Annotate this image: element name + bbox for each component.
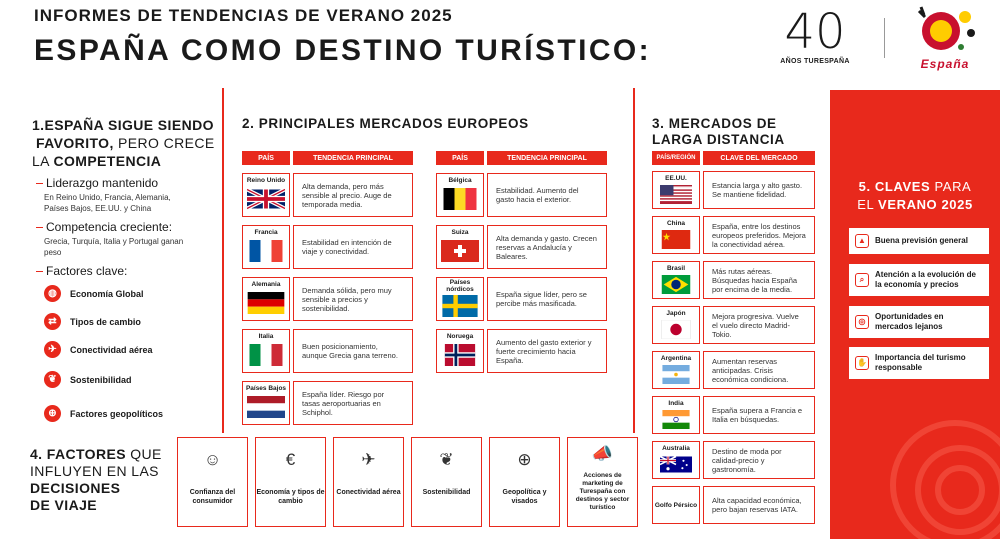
coin-icon: € <box>285 450 296 469</box>
col-country-header: PAÍS <box>242 151 290 165</box>
anniversary-caption: AÑOS TURESPAÑA <box>780 58 850 65</box>
table-row: Países nórdicos España sigue líder, pero se percibe más masificada. <box>436 277 607 321</box>
header-divider <box>884 18 885 58</box>
key-item: ⌕ Atención a la evolución de la economía y precios <box>849 264 989 296</box>
table-row: Golfo Pérsico Alta capacidad económica, pero bajan reservas IATA. <box>652 486 815 524</box>
europe-table-right <box>436 151 607 373</box>
decision-factor-card: ✈ Conectividad aérea <box>333 437 404 527</box>
table-row: Reino Unido Alta demanda, pero más sensible al precio. Auge de temporada media. <box>242 173 413 217</box>
table-row: India España supera a Francia e Italia en búsquedas. <box>652 396 815 434</box>
table-row: Países Bajos España líder. Riesgo por tasas aeroportuarias en Schiphol. <box>242 381 413 425</box>
espana-logo <box>905 3 985 77</box>
leaf-icon: ❦ <box>44 371 61 388</box>
table-row: Francia Estabilidad en intención de viaje y conectividad. <box>242 225 413 269</box>
col-trend-header: TENDENCIA PRINCIPAL <box>293 151 413 165</box>
uk-flag-icon <box>247 188 285 210</box>
germany-flag-icon <box>247 292 285 314</box>
plane-icon: ✈ <box>44 341 61 358</box>
section1-title: 1.ESPAÑA SIGUE SIENDO FAVORITO, PERO CRECE LA COMPETENCIA <box>32 117 215 169</box>
china-flag-icon <box>660 230 692 249</box>
factor-item: ❦ Sostenibilidad <box>44 371 132 388</box>
belgium-flag-icon <box>441 188 479 210</box>
anniversary-number: 40 <box>784 4 846 60</box>
decision-factor-card: ☺ Confianza del consumidor <box>177 437 248 527</box>
factor-item: ⇄ Tipos de cambio <box>44 313 141 330</box>
table-row: Suiza Alta demanda y gasto. Crecen reservas a Andalucía y Baleares. <box>436 225 607 269</box>
leadership-text: En Reino Unido, Francia, Alemania, Países Bajos, EE.UU. y China <box>44 193 171 213</box>
table-row: Argentina Aumentan reservas anticipadas. Crisis económica condiciona. <box>652 351 815 389</box>
divider-2 <box>633 88 635 433</box>
megaphone-icon: 📣 <box>591 444 614 463</box>
long-distance-rows <box>652 171 815 524</box>
australia-flag-icon <box>660 455 692 474</box>
divider-1 <box>222 88 224 433</box>
table-row: Noruega Aumento del gasto exterior y fuerte crecimiento hacia España. <box>436 329 607 373</box>
globe-icon: ⊕ <box>517 450 532 469</box>
plant-icon: ❦ <box>439 450 454 469</box>
decision-factor-card: € Economía y tipos de cambio <box>255 437 326 527</box>
factor-item: ✈ Conectividad aérea <box>44 341 153 358</box>
section5-title: 5. CLAVES PARA EL VERANO 2025 <box>857 179 973 212</box>
key-item: ✋ Importancia del turismo responsable <box>849 347 989 379</box>
table-row: Japón Mejora progresiva. Vuelve el vuelo directo Madrid-Tokio. <box>652 306 815 344</box>
chart-icon: ▲ <box>855 234 869 248</box>
handshake-icon: ✋ <box>855 356 869 370</box>
italy-flag-icon <box>247 344 285 366</box>
logo-word: España <box>920 57 970 71</box>
magnifier-icon: ⌕ <box>855 273 869 287</box>
decision-factor-card: ⊕ Geopolítica y visados <box>489 437 560 527</box>
norway-flag-icon <box>441 344 479 366</box>
decision-factor-card: ❦ Sostenibilidad <box>411 437 482 527</box>
exchange-icon: ⇄ <box>44 313 61 330</box>
table-row: Bélgica Estabilidad. Aumento del gasto hacia el exterior. <box>436 173 607 217</box>
factor-item: ⊕ Factores geopolíticos <box>44 405 163 422</box>
section2-title: 2. PRINCIPALES MERCADOS EUROPEOS <box>242 116 529 131</box>
argentina-flag-icon <box>660 365 692 384</box>
key-item: ▲ Buena previsión general <box>849 228 989 254</box>
competition-heading: Competencia creciente: <box>36 220 172 234</box>
usa-flag-icon <box>660 185 692 204</box>
japan-flag-icon <box>660 320 692 339</box>
section3-title: 3. MERCADOS DE LARGA DISTANCIA <box>652 116 785 147</box>
factor-item: ◍ Economía Global <box>44 285 144 302</box>
col-trend-header: TENDENCIA PRINCIPAL <box>487 151 607 165</box>
table-row: Brasil Más rutas aéreas. Búsquedas hacia España por encima de la media. <box>652 261 815 299</box>
competition-text: Grecia, Turquía, Italia y Portugal ganan peso <box>44 237 184 257</box>
report-supertitle: INFORMES DE TENDENCIAS DE VERANO 2025 <box>34 6 453 25</box>
switzerland-flag-icon <box>441 240 479 262</box>
france-flag-icon <box>247 240 285 262</box>
india-flag-icon <box>660 410 692 429</box>
brazil-flag-icon <box>660 275 692 294</box>
table-row: Italia Buen posicionamiento, aunque Grecia gana terreno. <box>242 329 413 373</box>
globe-icon: ◍ <box>44 285 61 302</box>
world-icon: ⊕ <box>44 405 61 422</box>
table-row: Alemania Demanda sólida, pero muy sensible a precios y sostenibilidad. <box>242 277 413 321</box>
col-region-header: PAÍS/REGIÓN <box>652 151 700 165</box>
table-row: Australia Destino de moda por calidad-precio y gastronomía. <box>652 441 815 479</box>
turespana-40-logo <box>770 6 860 65</box>
key-factors-heading: Factores clave: <box>36 264 127 278</box>
section4-title: 4. FACTORES QUE INFLUYEN EN LAS DECISIONES DE VIAJE <box>30 446 162 513</box>
decision-factor-card: 📣 Acciones de marketing de Turespaña con destinos y sector turístico <box>567 437 638 527</box>
page-title: ESPAÑA COMO DESTINO TURÍSTICO: <box>34 34 652 67</box>
netherlands-flag-icon <box>247 396 285 418</box>
long-distance-table <box>652 151 815 171</box>
table-row: EE.UU. Estancia larga y alto gasto. Se mantiene fidelidad. <box>652 171 815 209</box>
sweden-flag-icon <box>441 295 479 317</box>
smile-icon: ☺ <box>203 450 222 469</box>
col-country-header: PAÍS <box>436 151 484 165</box>
europe-table-left <box>242 151 413 425</box>
col-key-header: CLAVE DEL MERCADO <box>703 151 815 165</box>
table-row: China España, entre los destinos europeos preferidos. Mejora la conectividad aérea. <box>652 216 815 254</box>
target-icon: ◎ <box>855 315 869 329</box>
runway-icon: ✈ <box>361 450 376 469</box>
decorative-circle <box>935 465 985 515</box>
key-item: ◎ Oportunidades en mercados lejanos <box>849 306 989 338</box>
leadership-heading: Liderazgo mantenido <box>36 176 158 190</box>
